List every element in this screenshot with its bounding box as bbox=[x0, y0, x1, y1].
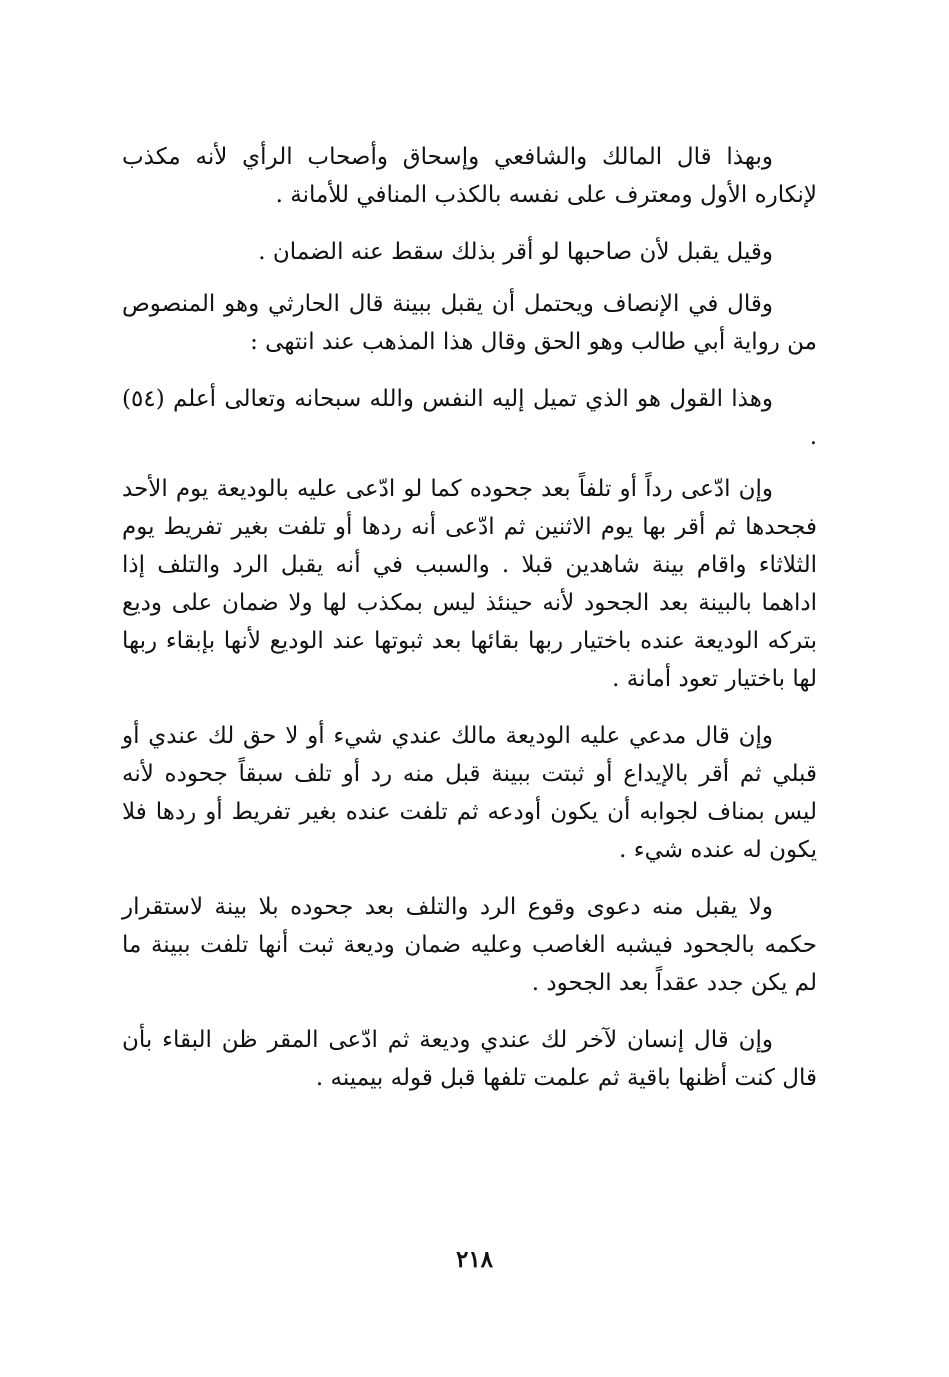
paragraph-5: وإن ادّعى رداً أو تلفاً بعد جحوده كما لو ادّعى عليه بالوديعة يوم الأحد فجحدها ثم أقر بها يوم الاثنين ثم ادّعى أنه ردها أو تلفت بغير تفريط يوم الثلاثاء واقام بينة شاهدين قبلا . والسبب في أنه يقبل الرد والتلف إذا اداهما بالبينة بعد الجحود لأنه حينئذ ليس بمكذب لها ولا ضمان على وديع بتركه الوديعة عنده باختيار ربها بقائها بعد ثبوتها عند الوديع لأنها بإبقاء ربها لها باختيار تعود أمانة . bbox=[122, 476, 817, 692]
paragraph-3: وقال في الإنصاف ويحتمل أن يقبل ببينة قال الحارثي وهو المنصوص من رواية أبي طالب وهو الحق وقال هذا المذهب عند انتهى : bbox=[122, 291, 817, 355]
paragraph-6: وإن قال مدعي عليه الوديعة مالك عندي شيء أو لا حق لك عندي أو قبلي ثم أقر بالإيداع أو ثبتت ببينة قبل منه رد أو تلف سبقاً جحوده لأنه ليس بمناف لجوابه أن يكون أودعه ثم تلفت عنده بغير تفريط أو ردها فلا يكون له عنده شيء . bbox=[122, 723, 817, 863]
page-number: ٢١٨ bbox=[455, 1246, 494, 1273]
paragraph-7: ولا يقبل منه دعوى وقوع الرد والتلف بعد جحوده بلا بينة لاستقرار حكمه بالجحود فيشبه الغاصب وعليه ضمان وديعة ثبت أنها تلفت ببينة ما لم يكن جدد عقداً بعد الجحود . bbox=[122, 894, 817, 996]
paragraph-1: وبهذا قال المالك والشافعي وإسحاق وأصحاب الرأي لأنه مكذب لإنكاره الأول ومعترف على نفسه بالكذب المنافي للأمانة . bbox=[122, 144, 817, 208]
paragraph-4: وهذا القول هو الذي تميل إليه النفس والله سبحانه وتعالى أعلم (٥٤) . bbox=[122, 386, 817, 450]
body-text bbox=[122, 138, 817, 1116]
paragraph-2: وقيل يقبل لأن صاحبها لو أقر بذلك سقط عنه الضمان . bbox=[258, 239, 773, 265]
paragraph-8: وإن قال إنسان لآخر لك عندي وديعة ثم ادّعى المقر ظن البقاء بأن قال كنت أظنها باقية ثم علمت تلفها قبل قوله بيمينه . bbox=[122, 1027, 817, 1091]
